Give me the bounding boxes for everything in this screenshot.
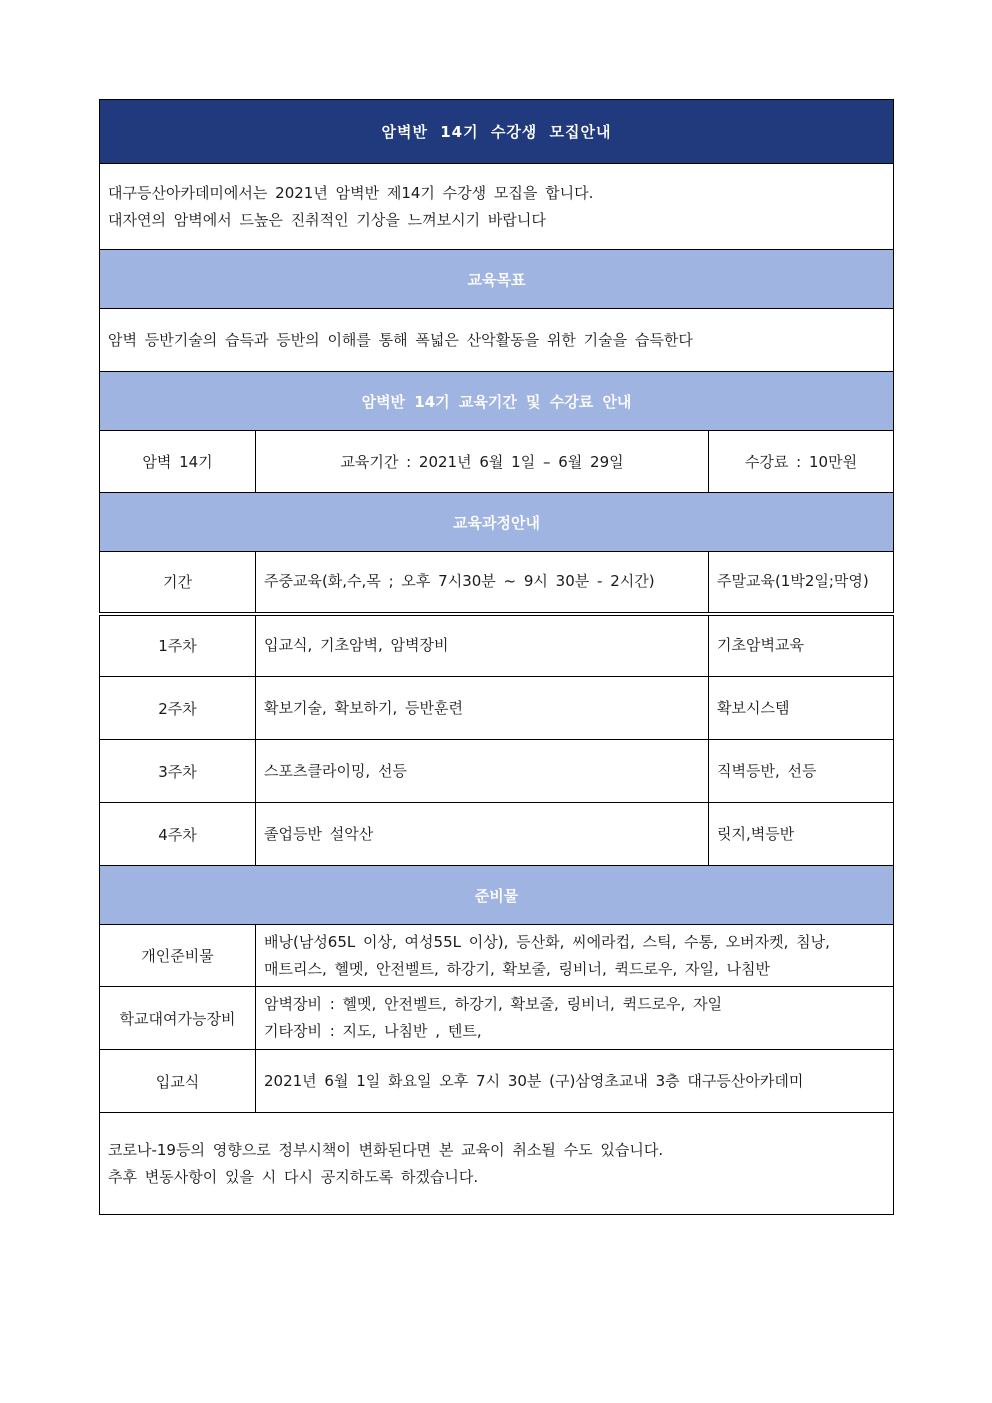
section-header-curriculum: 교육과정안내 [100, 493, 894, 552]
personal-supplies-label: 개인준비물 [100, 925, 256, 987]
notice-text [100, 1113, 894, 1215]
supplies-header-row [100, 866, 894, 925]
week-label: 1주차 [100, 614, 256, 677]
rental-line: 암벽장비 : 헬멧, 안전벨트, 하강기, 확보줄, 링비너, 퀵드로우, 자일 [264, 995, 723, 1013]
ceremony-details: 2021년 6월 1일 화요일 오후 7시 30분 (구)삼영초교내 3층 대구등산아카데미 [256, 1050, 894, 1113]
notice-line: 추후 변동사항이 있을 시 다시 공지하도록 하겠습니다. [108, 1167, 479, 1186]
ceremony-row [100, 1050, 894, 1113]
section-header-supplies: 준비물 [100, 866, 894, 925]
curriculum-header-row [100, 493, 894, 552]
weekend-content: 기초암벽교육 [709, 614, 894, 677]
period-header-row [100, 372, 894, 431]
period-row [100, 431, 894, 493]
weekday-content: 스포츠클라이밍, 선등 [256, 740, 709, 803]
weekday-content: 졸업등반 설악산 [256, 803, 709, 866]
week-label: 2주차 [100, 677, 256, 740]
week-label: 3주차 [100, 740, 256, 803]
weekday-content: 확보기술, 확보하기, 등반훈련 [256, 677, 709, 740]
column-header-period: 기간 [100, 552, 256, 614]
personal-supplies-row [100, 925, 894, 987]
course-fee: 수강료 : 10만원 [709, 431, 894, 493]
supplies-line: 매트리스, 헬멧, 안전벨트, 하강기, 확보줄, 링비너, 퀵드로우, 자일, 나침반 [264, 959, 771, 978]
intro-line: 대자연의 암벽에서 드높은 진취적인 기상을 느껴보시기 바랍니다 [108, 210, 546, 229]
rental-line: 기타장비 : 지도, 나침반 , 텐트, [264, 1022, 482, 1040]
weekend-content: 확보시스템 [709, 677, 894, 740]
course-name: 암벽 14기 [100, 431, 256, 493]
week-label: 4주차 [100, 803, 256, 866]
title-row [100, 100, 894, 164]
curriculum-row [100, 740, 894, 803]
personal-supplies-list [256, 925, 894, 987]
curriculum-row [100, 677, 894, 740]
supplies-line: 배낭(남성65L 이상, 여성55L 이상), 등산화, 씨에라컵, 스틱, 수통, 오버자켓, 침낭, [264, 932, 830, 951]
notice-row [100, 1113, 894, 1215]
weekend-content: 직벽등반, 선등 [709, 740, 894, 803]
column-header-weekend: 주말교육(1박2일;막영) [709, 552, 894, 614]
goal-row [100, 309, 894, 372]
goal-header-row [100, 250, 894, 309]
curriculum-row [100, 803, 894, 866]
goal-text: 암벽 등반기술의 습득과 등반의 이해를 통해 폭넓은 산악활동을 위한 기술을 습득한다 [100, 309, 894, 372]
section-header-period: 암벽반 14기 교육기간 및 수강료 안내 [100, 372, 894, 431]
ceremony-label: 입교식 [100, 1050, 256, 1113]
course-dates: 교육기간 : 2021년 6월 1일 – 6월 29일 [256, 431, 709, 493]
intro-row [100, 164, 894, 250]
curriculum-column-row [100, 552, 894, 614]
curriculum-row [100, 614, 894, 677]
document-title: 암벽반 14기 수강생 모집안내 [100, 100, 894, 164]
recruitment-notice-table [99, 99, 894, 1215]
section-header-goal: 교육목표 [100, 250, 894, 309]
intro-text [100, 164, 894, 250]
notice-line: 코로나-19등의 영향으로 정부시책이 변화된다면 본 교육이 취소될 수도 있습니다. [108, 1140, 664, 1159]
rental-equipment-label: 학교대여가능장비 [100, 987, 256, 1050]
weekend-content: 릿지,벽등반 [709, 803, 894, 866]
rental-equipment-list [256, 987, 894, 1050]
intro-line: 대구등산아카데미에서는 2021년 암벽반 제14기 수강생 모집을 합니다. [108, 183, 594, 202]
column-header-weekday: 주중교육(화,수,목 ; 오후 7시30분 ~ 9시 30분 - 2시간) [256, 552, 709, 614]
rental-equipment-row [100, 987, 894, 1050]
weekday-content: 입교식, 기초암벽, 암벽장비 [256, 614, 709, 677]
